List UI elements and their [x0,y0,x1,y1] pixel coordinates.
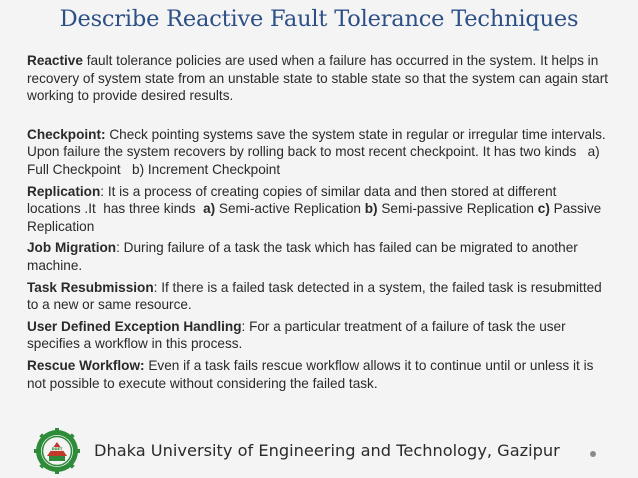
rescue-workflow-paragraph [27,357,613,392]
term-replication: Replication [27,183,101,199]
university-name: Dhaka University of Engineering and Technology, Gazipur [94,441,560,460]
footer [0,424,638,478]
slide-body [27,52,613,396]
term-rescue-workflow: Rescue Workflow: [27,357,145,373]
replication-c-label: c) [537,201,550,217]
term-user-defined: User Defined Exception Handling [27,318,242,334]
checkpoint-paragraph [27,126,613,179]
task-resubmission-text: : If there is a failed task detected in a system, the failed task is resubmitted to a new or same resource. [27,279,602,313]
replication-a-label: a) [203,201,216,217]
replication-c-text: Passive Replication [27,201,602,234]
term-checkpoint: Checkpoint: [27,126,106,142]
task-resubmission-paragraph [27,279,613,314]
checkpoint-text: Check pointing systems save the system state in regular or irregular time intervals. Upon failure the system recovers by rolling back to most recent checkpoint. It has two kinds a) Full Checkpoint b) Increment Checkpoint [27,126,606,177]
slide-title: Describe Reactive Fault Tolerance Techniques [59,6,579,32]
replication-b-text: Semi-passive Replication [377,201,538,217]
logo-text: DUET [51,447,63,452]
user-defined-text: : For a particular treatment of a failure of task the user specifies a workflow in this process. [27,318,566,352]
job-migration-paragraph [27,239,613,274]
university-logo-icon [34,428,80,474]
rescue-workflow-text: Even if a task fails rescue workflow allows it to continue until or unless it is not possible to execute without considering the failed task. [27,357,594,391]
replication-paragraph [27,183,613,236]
job-migration-text: : During failure of a task the task which has failed can be migrated to another machine. [27,240,578,273]
term-task-resubmission: Task Resubmission [27,279,154,295]
intro-paragraph [27,52,613,105]
user-defined-paragraph [27,318,613,353]
footer-bullet [590,451,596,457]
term-reactive: Reactive [27,53,83,68]
replication-text: : It is a process of creating copies of similar data and then stored at different locations .It has three kinds [27,183,557,217]
intro-text: fault tolerance policies are used when a failure has occurred in the system. It helps in recovery of system state from an unstable state to stable state so that the system can again start working to provide desired results. [27,53,609,104]
replication-a-text: Semi-active Replication [215,201,365,217]
term-job-migration: Job Migration [27,240,117,256]
replication-b-label: b) [364,201,378,217]
